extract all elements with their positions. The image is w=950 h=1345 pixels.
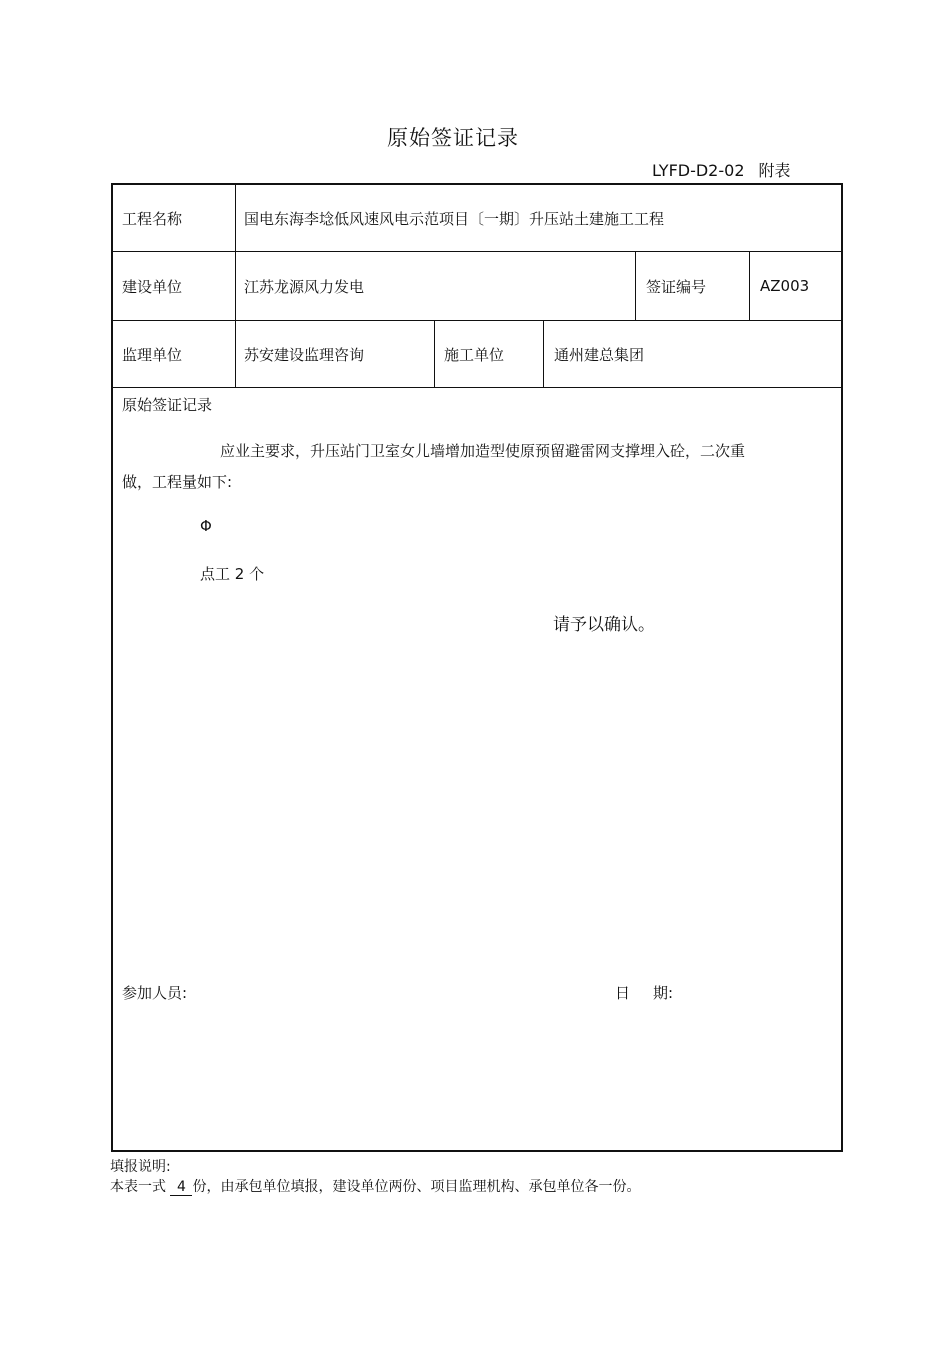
visa-form-table bbox=[111, 183, 843, 1152]
contractor-value: 通州建总集团 bbox=[554, 345, 645, 364]
participants-label: 参加人员: bbox=[122, 984, 188, 1002]
row-supervisor-contractor bbox=[113, 321, 841, 388]
notes-suffix: 份，由承包单位填报，建设单位两份、项目监理机构、承包单位各一份。 bbox=[192, 1179, 641, 1195]
notes-heading: 填报说明: bbox=[110, 1159, 171, 1175]
notes-text bbox=[110, 1176, 640, 1196]
form-code-number: LYFD-D2-02 bbox=[652, 161, 745, 180]
divider bbox=[235, 185, 236, 251]
record-paragraph-line1: 应业主要求，升压站门卫室女儿墙增加造型使原预留避雷网支撑埋入砼，二次重 bbox=[220, 442, 746, 460]
visa-number-value: AZ003 bbox=[760, 277, 810, 295]
divider bbox=[543, 321, 544, 387]
project-name-value: 国电东海李埝低风速风电示范项目〔一期〕升压站土建施工工程 bbox=[244, 209, 665, 228]
record-heading: 原始签证记录 bbox=[122, 396, 213, 414]
divider bbox=[434, 321, 435, 387]
form-attachment-label: 附表 bbox=[758, 161, 791, 180]
date-label-part1: 日 bbox=[615, 984, 631, 1002]
supervisor-label: 监理单位 bbox=[122, 345, 183, 364]
record-item-symbol: Φ bbox=[200, 517, 212, 535]
record-confirm: 请予以确认。 bbox=[553, 615, 655, 635]
row-project-name bbox=[113, 185, 841, 252]
owner-value: 江苏龙源风力发电 bbox=[244, 277, 365, 296]
divider bbox=[235, 321, 236, 387]
divider bbox=[749, 252, 750, 320]
date-label-part2: 期: bbox=[653, 984, 674, 1002]
record-item-labor: 点工 2 个 bbox=[200, 565, 265, 583]
notes-prefix: 本表一式 bbox=[110, 1179, 166, 1195]
owner-label: 建设单位 bbox=[122, 277, 183, 296]
supervisor-value: 苏安建设监理咨询 bbox=[244, 345, 365, 364]
divider bbox=[235, 252, 236, 320]
notes-copies: 4 bbox=[170, 1180, 192, 1196]
form-code bbox=[652, 158, 791, 181]
project-name-label: 工程名称 bbox=[122, 209, 183, 228]
row-owner bbox=[113, 252, 841, 321]
record-paragraph-line2: 做，工程量如下: bbox=[122, 473, 233, 491]
document-title: 原始签证记录 bbox=[387, 126, 519, 150]
visa-number-label: 签证编号 bbox=[646, 277, 707, 296]
contractor-label: 施工单位 bbox=[444, 345, 505, 364]
divider bbox=[635, 252, 636, 320]
